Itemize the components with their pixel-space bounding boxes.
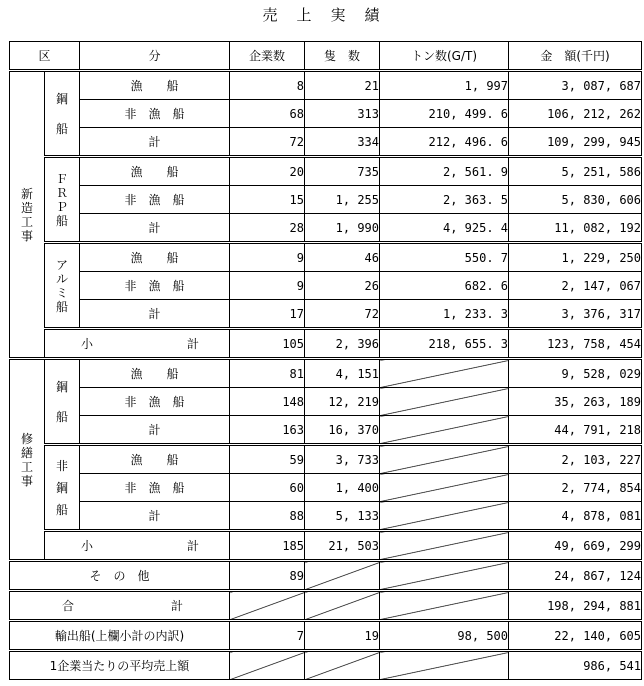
- vessels-cell: 1, 255: [305, 186, 380, 214]
- tonnage-cell: 210, 499. 6: [380, 100, 509, 128]
- table-row: [10, 157, 642, 186]
- fishing-label: 漁 船: [80, 445, 230, 474]
- new-construction-label: 新造工事: [10, 71, 45, 359]
- subtotal-label-b: 計: [186, 336, 199, 351]
- tonnage-cell: 1, 997: [380, 71, 509, 100]
- steel-label: 鋼船: [45, 71, 80, 157]
- table-row: [10, 651, 642, 680]
- amount-cell: 986, 541: [509, 651, 642, 680]
- empty-cell: [380, 531, 509, 561]
- vessels-cell: 4, 151: [305, 359, 380, 388]
- other-label: そ の 他: [10, 561, 230, 591]
- table-row: [10, 445, 642, 474]
- vessels-cell: 2, 396: [305, 329, 380, 359]
- companies-cell: 185: [230, 531, 305, 561]
- vessels-cell: 735: [305, 157, 380, 186]
- companies-cell: 105: [230, 329, 305, 359]
- companies-cell: 59: [230, 445, 305, 474]
- non-fishing-label: 非 漁 船: [80, 272, 230, 300]
- fishing-label: 漁 船: [80, 157, 230, 186]
- header-row: [10, 42, 642, 71]
- total-label: 計: [80, 214, 230, 243]
- grand-total-label: [10, 591, 230, 621]
- frp-label: ＦＲＰ船: [45, 157, 80, 243]
- vessels-cell: 19: [305, 621, 380, 651]
- empty-cell: [380, 474, 509, 502]
- table-row: [10, 186, 642, 214]
- empty-cell: [305, 591, 380, 621]
- vessels-cell: 1, 400: [305, 474, 380, 502]
- amount-cell: 5, 830, 606: [509, 186, 642, 214]
- amount-cell: 2, 147, 067: [509, 272, 642, 300]
- amount-cell: 3, 376, 317: [509, 300, 642, 329]
- tonnage-cell: 550. 7: [380, 243, 509, 272]
- table-row: [10, 272, 642, 300]
- amount-cell: 11, 082, 192: [509, 214, 642, 243]
- sales-table: [9, 41, 642, 680]
- steel-label: 鋼船: [45, 359, 80, 445]
- vessels-cell: 1, 990: [305, 214, 380, 243]
- companies-cell: 28: [230, 214, 305, 243]
- table-row: [10, 621, 642, 651]
- companies-cell: 163: [230, 416, 305, 445]
- empty-cell: [380, 561, 509, 591]
- aluminum-label: アルミ船: [45, 243, 80, 329]
- empty-cell: [305, 561, 380, 591]
- fishing-label: 漁 船: [80, 359, 230, 388]
- empty-cell: [380, 416, 509, 445]
- non-fishing-label: 非 漁 船: [80, 388, 230, 416]
- vessels-cell: 12, 219: [305, 388, 380, 416]
- vessels-cell: 26: [305, 272, 380, 300]
- vessels-cell: 16, 370: [305, 416, 380, 445]
- empty-cell: [380, 502, 509, 531]
- amount-cell: 24, 867, 124: [509, 561, 642, 591]
- amount-cell: 198, 294, 881: [509, 591, 642, 621]
- table-row: [10, 128, 642, 157]
- amount-cell: 106, 212, 262: [509, 100, 642, 128]
- tonnage-cell: 98, 500: [380, 621, 509, 651]
- vessels-cell: 46: [305, 243, 380, 272]
- repair-label: 修繕工事: [10, 359, 45, 561]
- empty-cell: [230, 591, 305, 621]
- header-companies: 企業数: [230, 42, 305, 71]
- companies-cell: 15: [230, 186, 305, 214]
- amount-cell: 44, 791, 218: [509, 416, 642, 445]
- companies-cell: 7: [230, 621, 305, 651]
- companies-cell: 17: [230, 300, 305, 329]
- subtotal-label-b: 計: [186, 538, 199, 553]
- tonnage-cell: 212, 496. 6: [380, 128, 509, 157]
- header-category-a: 区: [10, 42, 80, 71]
- table-row: [10, 388, 642, 416]
- table-row: [10, 474, 642, 502]
- header-vessels: 隻 数: [305, 42, 380, 71]
- companies-cell: 9: [230, 272, 305, 300]
- total-label: 計: [80, 416, 230, 445]
- vessels-cell: 3, 733: [305, 445, 380, 474]
- companies-cell: 60: [230, 474, 305, 502]
- table-row: [10, 329, 642, 359]
- non-fishing-label: 非 漁 船: [80, 100, 230, 128]
- table-row: [10, 300, 642, 329]
- empty-cell: [230, 651, 305, 680]
- header-category-b: 分: [80, 42, 230, 71]
- non-fishing-label: 非 漁 船: [80, 186, 230, 214]
- amount-cell: 9, 528, 029: [509, 359, 642, 388]
- table-row: [10, 416, 642, 445]
- amount-cell: 3, 087, 687: [509, 71, 642, 100]
- grand-total-label-a: 合: [62, 598, 75, 613]
- non-fishing-label: 非 漁 船: [80, 474, 230, 502]
- table-row: [10, 243, 642, 272]
- header-amount: 金 額(千円): [509, 42, 642, 71]
- table-row: [10, 561, 642, 591]
- empty-cell: [305, 651, 380, 680]
- vessels-cell: 313: [305, 100, 380, 128]
- empty-cell: [380, 651, 509, 680]
- grand-total-label-b: 計: [170, 598, 183, 613]
- amount-cell: 5, 251, 586: [509, 157, 642, 186]
- fishing-label: 漁 船: [80, 243, 230, 272]
- vessels-cell: 5, 133: [305, 502, 380, 531]
- empty-cell: [380, 445, 509, 474]
- subtotal-label: [45, 531, 230, 561]
- vessels-cell: 21: [305, 71, 380, 100]
- tonnage-cell: 218, 655. 3: [380, 329, 509, 359]
- amount-cell: 22, 140, 605: [509, 621, 642, 651]
- amount-cell: 4, 878, 081: [509, 502, 642, 531]
- total-label: 計: [80, 502, 230, 531]
- subtotal-label: [45, 329, 230, 359]
- header-tonnage: トン数(G/T): [380, 42, 509, 71]
- table-row: [10, 502, 642, 531]
- amount-cell: 35, 263, 189: [509, 388, 642, 416]
- empty-cell: [380, 359, 509, 388]
- vessels-cell: 72: [305, 300, 380, 329]
- amount-cell: 109, 299, 945: [509, 128, 642, 157]
- tonnage-cell: 2, 363. 5: [380, 186, 509, 214]
- table-row: [10, 591, 642, 621]
- tonnage-cell: 1, 233. 3: [380, 300, 509, 329]
- amount-cell: 2, 103, 227: [509, 445, 642, 474]
- amount-cell: 123, 758, 454: [509, 329, 642, 359]
- table-row: [10, 71, 642, 100]
- empty-cell: [380, 591, 509, 621]
- table-row: [10, 531, 642, 561]
- empty-cell: [380, 388, 509, 416]
- table-row: [10, 100, 642, 128]
- average-label: 1企業当たりの平均売上額: [10, 651, 230, 680]
- companies-cell: 9: [230, 243, 305, 272]
- total-label: 計: [80, 300, 230, 329]
- amount-cell: 1, 229, 250: [509, 243, 642, 272]
- vessels-cell: 21, 503: [305, 531, 380, 561]
- companies-cell: 20: [230, 157, 305, 186]
- tonnage-cell: 2, 561. 9: [380, 157, 509, 186]
- companies-cell: 72: [230, 128, 305, 157]
- companies-cell: 89: [230, 561, 305, 591]
- companies-cell: 81: [230, 359, 305, 388]
- table-row: [10, 359, 642, 388]
- amount-cell: 2, 774, 854: [509, 474, 642, 502]
- tonnage-cell: 682. 6: [380, 272, 509, 300]
- vessels-cell: 334: [305, 128, 380, 157]
- companies-cell: 68: [230, 100, 305, 128]
- non-steel-label: 非鋼船: [45, 445, 80, 531]
- page-title: 売 上 実 績: [262, 6, 382, 24]
- companies-cell: 88: [230, 502, 305, 531]
- total-label: 計: [80, 128, 230, 157]
- companies-cell: 148: [230, 388, 305, 416]
- table-row: [10, 214, 642, 243]
- amount-cell: 49, 669, 299: [509, 531, 642, 561]
- tonnage-cell: 4, 925. 4: [380, 214, 509, 243]
- subtotal-label-a: 小: [81, 538, 94, 553]
- subtotal-label-a: 小: [81, 336, 94, 351]
- fishing-label: 漁 船: [80, 71, 230, 100]
- companies-cell: 8: [230, 71, 305, 100]
- export-label: 輸出船(上欄小計の内訳): [10, 621, 230, 651]
